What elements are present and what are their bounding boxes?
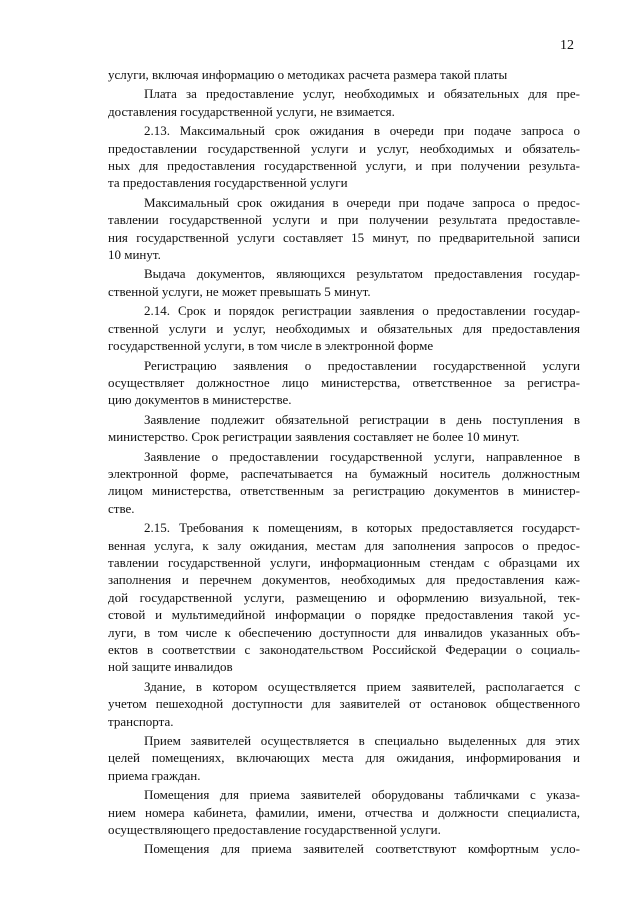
paragraph — [108, 194, 580, 264]
text-line: заполнения и перечнем документов, необходимых для предоставления каж- — [108, 572, 580, 588]
paragraph — [108, 357, 580, 409]
text-line: стве. — [108, 500, 135, 516]
text-line: ных для предоставления государственной услуги, и при получении результа- — [108, 158, 580, 174]
text-line: 2.14. Срок и порядок регистрации заявления о предоставлении государ- — [144, 303, 580, 319]
text-line: ственной услуги и услуг, необходимых и обязательных для предоставления — [108, 320, 580, 336]
text-line: Заявление подлежит обязательной регистрации в день поступления в — [144, 411, 580, 427]
text-line: Помещения для приема заявителей оборудованы табличками с указа- — [144, 787, 580, 803]
text-line: предоставлении государственной услуги и услуг, необходимых и обязатель- — [108, 140, 580, 156]
text-line: приема граждан. — [108, 767, 201, 783]
paragraph — [108, 122, 580, 192]
text-line: Плата за предоставление услуг, необходимых и обязательных для пре- — [144, 86, 580, 102]
paragraph — [108, 411, 580, 446]
text-line: осуществляющего предоставление государственной услуги. — [108, 822, 441, 838]
text-line: та предоставления государственной услуги — [108, 175, 348, 191]
text-line: транспорта. — [108, 713, 174, 729]
text-line: венная услуга, к залу ожидания, местам для заполнения запросов о предос- — [108, 537, 580, 553]
text-line: цию документов в министерстве. — [108, 392, 292, 408]
text-line: Выдача документов, являющихся результатом предоставления государ- — [144, 266, 580, 282]
text-line: ной защите инвалидов — [108, 659, 233, 675]
paragraph — [108, 519, 580, 676]
page-number: 12 — [560, 38, 574, 53]
text-line: дой государственной услуги, размещению и оформлению визуальной, тек- — [108, 589, 580, 605]
text-line: доставления государственной услуги, не взимается. — [108, 103, 395, 119]
text-line: тавлении государственной услуги и при получении результата предоставле- — [108, 212, 580, 228]
paragraph — [108, 732, 580, 784]
text-line: электронной форме, распечатывается на бумажный носитель должностным — [108, 465, 580, 481]
text-line: ственной услуги, не может превышать 5 минут. — [108, 283, 371, 299]
text-line: ния государственной услуги составляет 15 минут, по предварительной записи — [108, 229, 580, 245]
text-line: целей помещениях, включающих места для ожидания, информирования и — [108, 750, 580, 766]
text-line: государственной услуги, в том числе в электронной форме — [108, 338, 434, 354]
text-line: 2.15. Требования к помещениям, в которых предоставляется государст- — [144, 520, 580, 536]
text-line: тавлении государственной услуги, информационным стендам с образцами их — [108, 554, 580, 570]
text-line: Прием заявителей осуществляется в специально выделенных для этих — [144, 733, 580, 749]
document-body — [108, 66, 580, 860]
text-line: стовой и мультимедийной информации о порядке предоставления такой ус- — [108, 607, 580, 623]
text-line: лицом министерства, ответственным за регистрацию документов в министер- — [108, 483, 580, 499]
text-line: луги, в том числе к обеспечению доступности для инвалидов указанных объ- — [108, 624, 580, 640]
text-line: услуги, включая информацию о методиках расчета размера такой платы — [108, 67, 508, 82]
paragraph — [108, 265, 580, 300]
text-line: Регистрацию заявления о предоставлении государственной услуги — [144, 357, 580, 373]
text-line: Заявление о предоставлении государственной услуги, направленное в — [144, 448, 580, 464]
paragraph — [108, 678, 580, 730]
text-line: Здание, в котором осуществляется прием заявителей, располагается с — [144, 678, 580, 694]
paragraph — [108, 85, 580, 120]
paragraph — [108, 840, 580, 857]
paragraph — [108, 786, 580, 838]
text-line: осуществляет должностное лицо министерства, ответственное за регистра- — [108, 374, 580, 390]
paragraph — [108, 302, 580, 354]
text-line: 10 минут. — [108, 247, 161, 263]
paragraph — [108, 66, 580, 83]
text-line: Максимальный срок ожидания в очереди при подаче запроса о предос- — [144, 194, 580, 210]
text-line: 2.13. Максимальный срок ожидания в очереди при подаче запроса о — [144, 123, 580, 139]
text-line: министерство. Срок регистрации заявления составляет не более 10 минут. — [108, 429, 520, 445]
text-line: Помещения для приема заявителей соответствуют комфортным усло- — [144, 841, 580, 857]
text-line: нием номера кабинета, фамилии, имени, отчества и должности специалиста, — [108, 804, 580, 820]
text-line: ектов в соответствии с законодательством Российской Федерации о социаль- — [108, 642, 580, 657]
text-line: учетом пешеходной доступности для заявителей от остановок общественного — [108, 696, 580, 712]
paragraph — [108, 448, 580, 518]
